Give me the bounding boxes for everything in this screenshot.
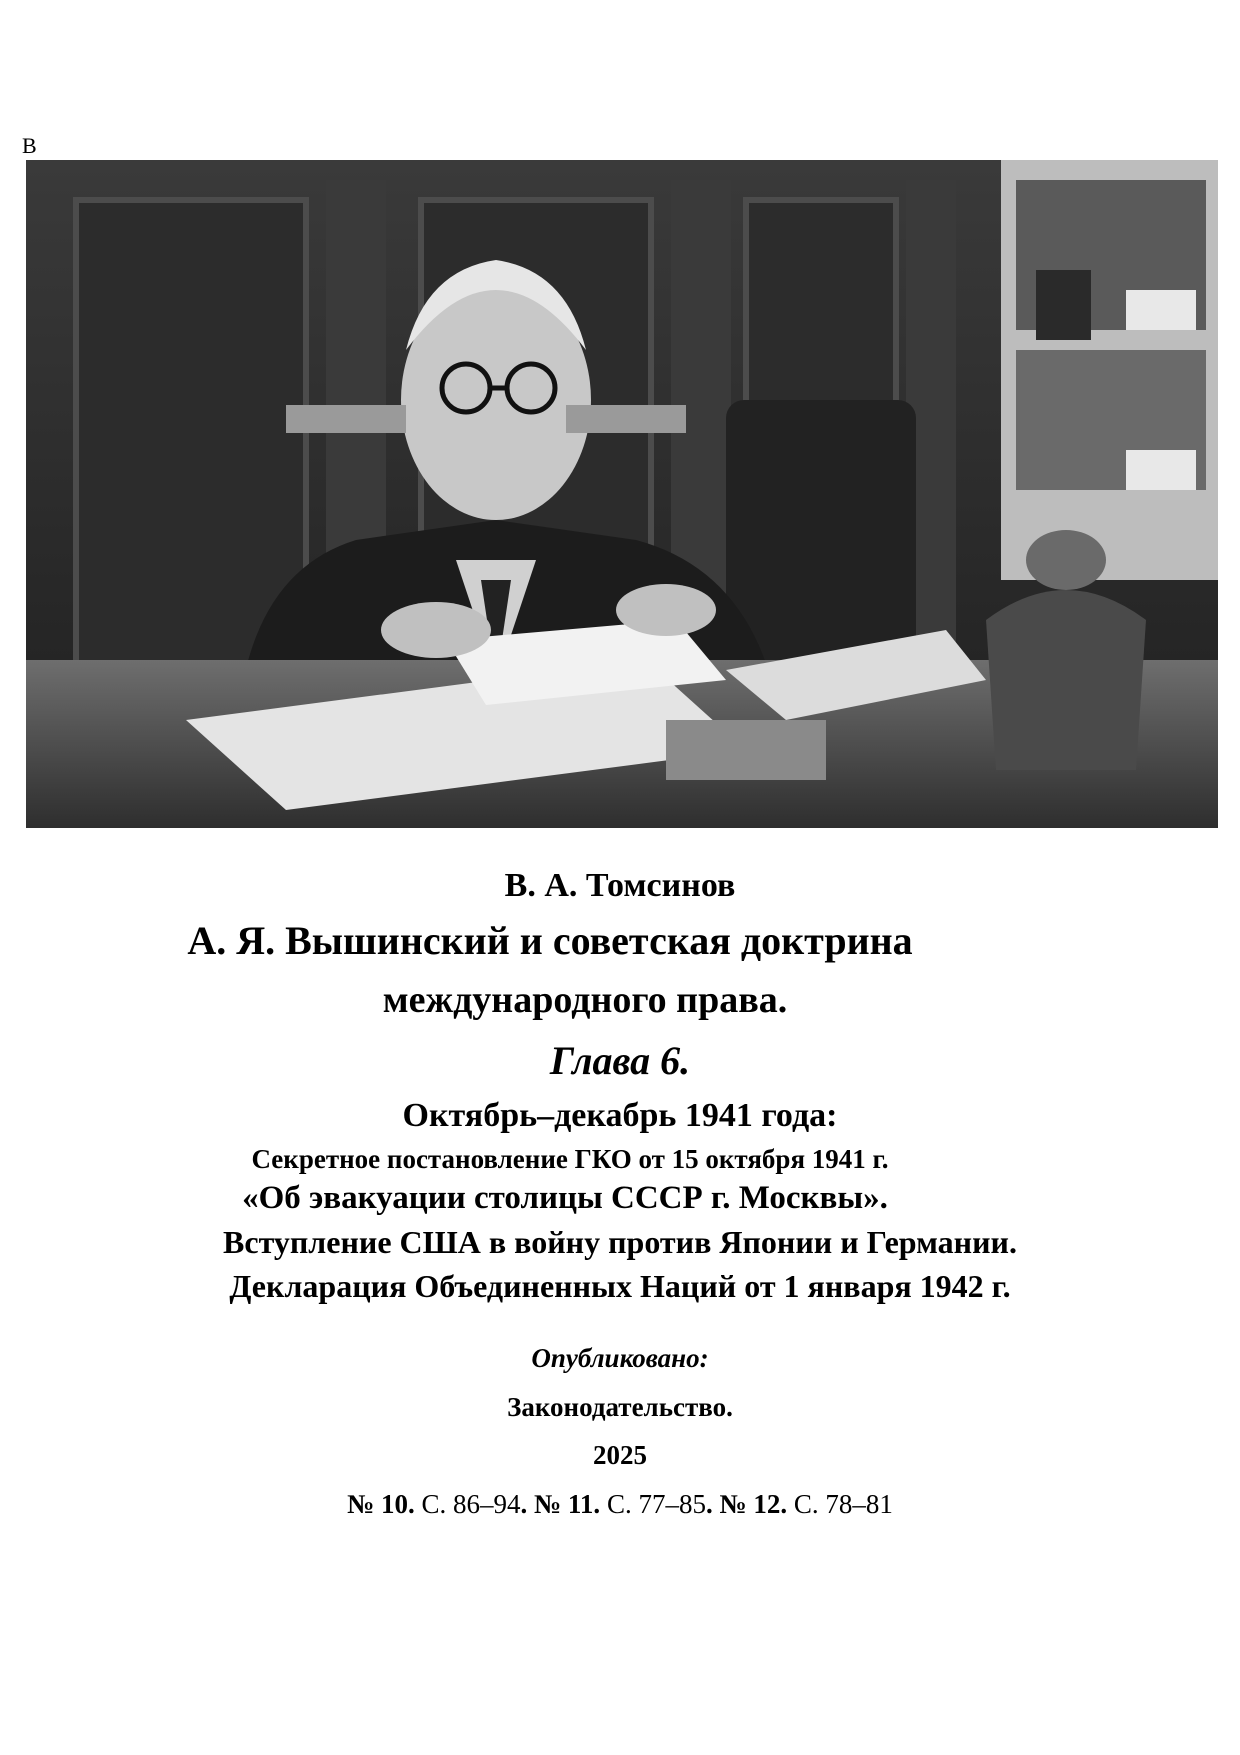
issue-number: № 11.: [534, 1489, 601, 1519]
title-line-1: А. Я. Вышинский и советская доктрина: [187, 918, 913, 963]
topic-line-3: Вступление США в войну против Японии и Германии.: [223, 1224, 1017, 1260]
journal-name: Законодательство.: [507, 1392, 733, 1422]
topic-line-2: «Об эвакуации столицы СССР г. Москвы».: [242, 1180, 888, 1216]
topic-line-1: Секретное постановление ГКО от 15 октября 1941 г.: [251, 1144, 889, 1174]
portrait-photo: [26, 160, 1218, 828]
issue-pages: С. 77–85: [600, 1489, 706, 1519]
issue-separator: .: [705, 1489, 720, 1519]
title-line-2: международного права.: [382, 979, 788, 1021]
issue-separator: .: [520, 1489, 535, 1519]
topic-line-4: Декларация Объединенных Наций от 1 января 1942 г.: [229, 1268, 1011, 1304]
issue-pages: С. 86–94: [414, 1489, 521, 1519]
published-label: Опубликовано:: [531, 1343, 709, 1373]
author-name: В. А. Томсинов: [504, 867, 736, 904]
issues-line: [0, 1489, 1240, 1520]
publication-year: 2025: [593, 1440, 647, 1470]
portrait-photo-icon: [26, 160, 1218, 828]
issue-pages: С. 78–81: [787, 1489, 893, 1519]
issue-number: № 12.: [719, 1489, 788, 1519]
corner-mark: В: [22, 133, 37, 158]
chapter-label: Глава 6.: [549, 1038, 691, 1083]
subtitle: Октябрь–декабрь 1941 года:: [402, 1097, 838, 1134]
issue-number: № 10.: [347, 1489, 415, 1519]
